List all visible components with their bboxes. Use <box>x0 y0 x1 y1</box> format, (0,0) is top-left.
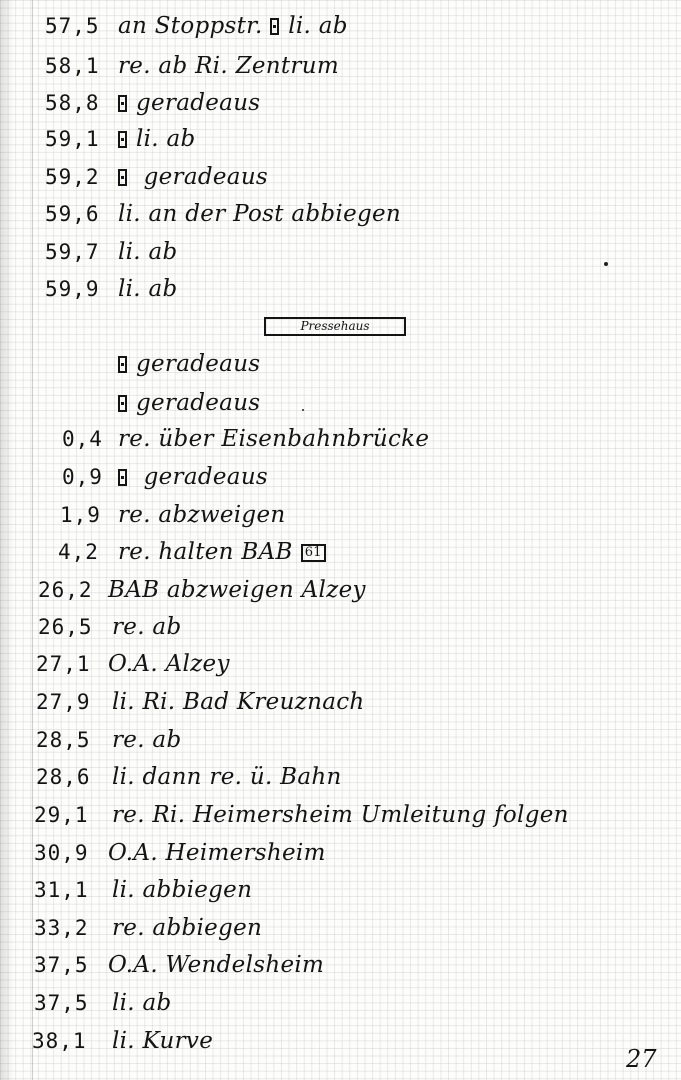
km-value: 27,9 <box>36 690 91 714</box>
entry-text: li. ab <box>112 990 172 1016</box>
entry-text-part: li. ab <box>136 126 196 152</box>
entry-text <box>118 386 260 420</box>
km-value: 1,9 <box>60 503 101 527</box>
km-value: 30,9 <box>34 841 89 865</box>
section-heading: Pressehaus <box>264 317 406 336</box>
entry-row <box>0 873 681 907</box>
entry-text: re. abbiegen <box>112 915 263 941</box>
entry-text <box>118 160 268 194</box>
entry-row <box>0 798 681 832</box>
ink-dot <box>302 409 304 411</box>
km-value: 38,1 <box>32 1029 87 1053</box>
km-value: 59,7 <box>45 240 100 264</box>
km-value: 0,9 <box>62 465 103 489</box>
entry-row <box>0 986 681 1020</box>
entry-text: BAB abzweigen Alzey <box>108 577 366 603</box>
entry-row <box>0 535 681 569</box>
entry-text-part: geradeaus <box>143 164 269 190</box>
entry-text: li. Kurve <box>112 1028 214 1054</box>
entry-row <box>0 498 681 532</box>
entry-row <box>0 685 681 719</box>
box-symbol-icon <box>118 169 127 186</box>
km-value: 59,2 <box>45 165 100 189</box>
entry-row <box>0 460 681 494</box>
entry-row <box>0 760 681 794</box>
entry-row <box>0 911 681 945</box>
km-value: 37,5 <box>34 953 89 977</box>
entry-row <box>0 573 681 607</box>
entry-text-part: geradeaus <box>136 390 261 416</box>
box-symbol-icon <box>118 356 127 373</box>
entry-text: re. ab <box>112 727 182 753</box>
km-value: 0,4 <box>62 427 103 451</box>
entry-row <box>0 647 681 681</box>
entry-row <box>0 235 681 269</box>
entry-row <box>0 347 681 381</box>
entry-text <box>118 86 260 120</box>
entry-text-part: geradeaus <box>136 351 261 377</box>
box-symbol-icon <box>270 18 279 35</box>
km-value: 59,9 <box>45 277 100 301</box>
km-value: 31,1 <box>34 878 89 902</box>
box-symbol-icon <box>118 395 127 412</box>
box-symbol-icon <box>118 131 127 148</box>
km-value: 29,1 <box>34 803 89 827</box>
entry-text-part: geradeaus <box>143 464 269 490</box>
entry-text: li. an der Post abbiegen <box>118 201 402 227</box>
entry-row <box>0 948 681 982</box>
km-value: 26,2 <box>38 578 93 602</box>
km-value: 4,2 <box>58 540 99 564</box>
entry-text: li. ab <box>118 276 178 302</box>
box-symbol-icon <box>118 95 127 112</box>
entry-row <box>0 160 681 194</box>
km-value: 28,6 <box>36 765 91 789</box>
entry-text <box>118 347 260 381</box>
entry-text: re. über Eisenbahnbrücke <box>118 426 430 452</box>
entry-text: re. Ri. Heimersheim Umleitung folgen <box>112 802 569 828</box>
km-value: 37,5 <box>34 991 89 1015</box>
entry-row <box>0 723 681 757</box>
entry-text <box>118 535 326 569</box>
entry-row <box>0 49 681 83</box>
entry-row <box>0 9 681 43</box>
km-value: 59,6 <box>45 202 100 226</box>
entry-row <box>0 386 681 420</box>
entry-text <box>118 122 196 156</box>
entry-row <box>0 610 681 644</box>
entry-text <box>118 460 268 494</box>
entry-text: re. abzweigen <box>118 502 286 528</box>
page-number: 27 <box>626 1045 657 1073</box>
ink-dot <box>604 262 608 266</box>
entry-text: re. ab <box>112 614 182 640</box>
entry-text-part: re. halten BAB <box>118 539 293 565</box>
box-symbol-icon <box>118 469 127 486</box>
km-value: 58,8 <box>45 91 100 115</box>
entry-row <box>0 197 681 231</box>
km-value: 58,1 <box>45 54 100 78</box>
entry-text: re. ab Ri. Zentrum <box>118 53 339 79</box>
km-value: 57,5 <box>45 14 100 38</box>
entry-text-part: li. ab <box>288 13 348 39</box>
entry-text-part: geradeaus <box>136 90 261 116</box>
entry-row <box>0 1024 681 1058</box>
entry-text: O.A. Wendelsheim <box>108 952 325 978</box>
entry-text: O.A. Alzey <box>108 651 230 677</box>
entry-text: O.A. Heimersheim <box>108 840 326 866</box>
motorway-sign-icon: 61 <box>301 544 326 562</box>
entry-row <box>0 272 681 306</box>
entry-text: li. abbiegen <box>112 877 253 903</box>
km-value: 27,1 <box>36 652 91 676</box>
entry-row <box>0 422 681 456</box>
entry-text: li. dann re. ü. Bahn <box>112 764 342 790</box>
entry-row <box>0 122 681 156</box>
entry-text: li. ab <box>118 239 178 265</box>
entry-row <box>0 836 681 870</box>
entry-text <box>118 9 348 43</box>
km-value: 26,5 <box>38 615 93 639</box>
entry-row <box>0 86 681 120</box>
entry-text: li. Ri. Bad Kreuznach <box>112 689 365 715</box>
entry-text-part: an Stoppstr. <box>118 13 263 39</box>
km-value: 28,5 <box>36 728 91 752</box>
km-value: 59,1 <box>45 127 100 151</box>
km-value: 33,2 <box>34 916 89 940</box>
